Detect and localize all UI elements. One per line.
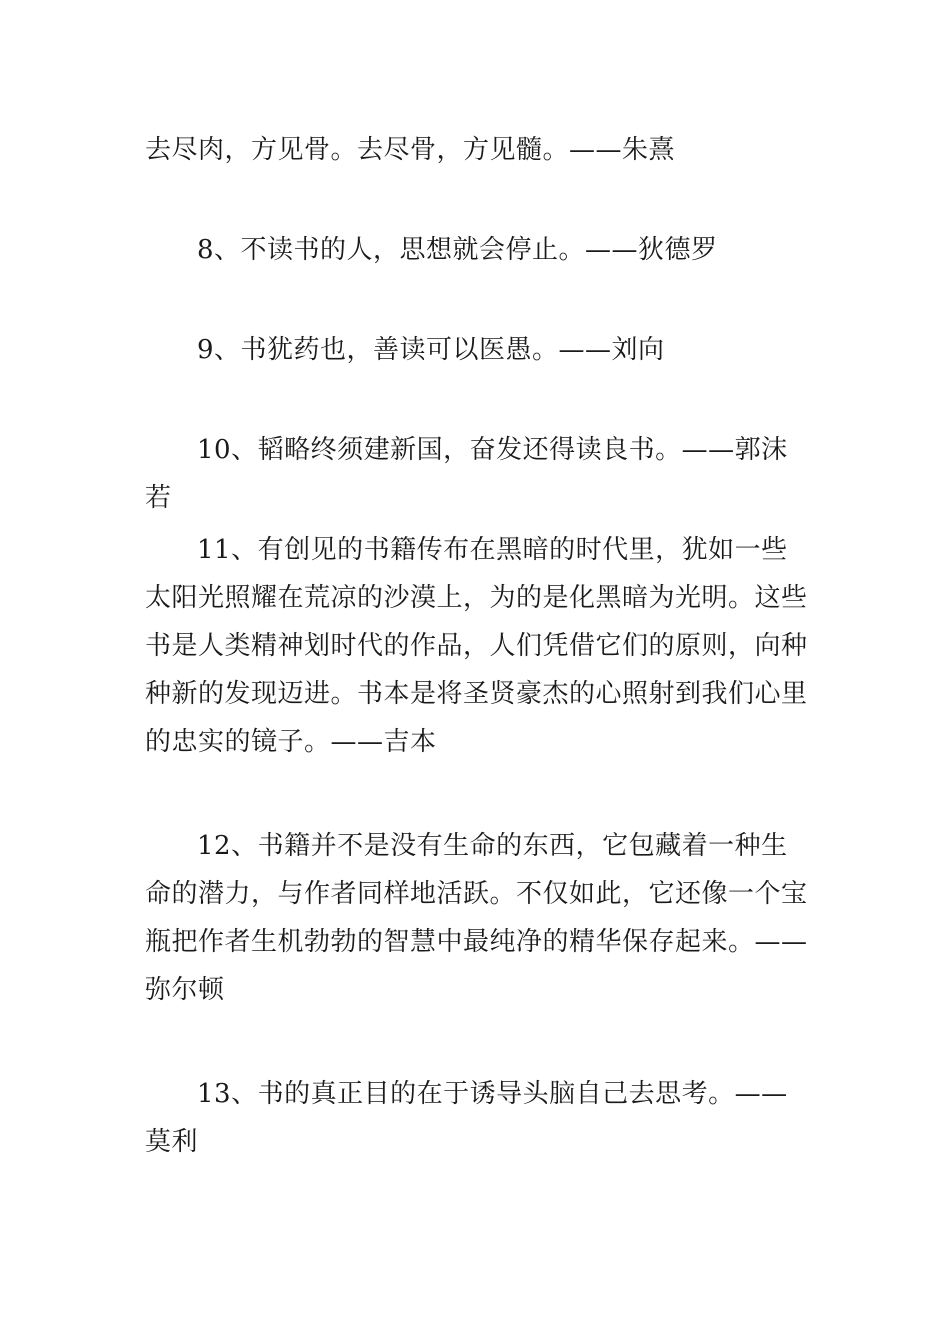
- quote-12: 12、书籍并不是没有生命的东西，它包藏着一种生命的潜力，与作者同样地活跃。不仅如此，它还像一个宝瓶把作者生机勃勃的智慧中最纯净的精华保存起来。——弥尔顿: [145, 831, 808, 1005]
- quote-9: 9、书犹药也，善读可以医愚。——刘向: [197, 335, 665, 365]
- quote-10: 10、韬略终须建新国，奋发还得读良书。——郭沫若: [145, 435, 788, 513]
- continuation-paragraph: 去尽肉，方见骨。去尽骨，方见髓。——朱熹: [145, 135, 676, 165]
- quote-13: 13、书的真正目的在于诱导头脑自己去思考。——莫利: [145, 1079, 788, 1157]
- quote-8: 8、不读书的人，思想就会停止。——狄德罗: [197, 235, 718, 265]
- quote-11: 11、有创见的书籍传布在黑暗的时代里，犹如一些太阳光照耀在荒凉的沙漠上，为的是化黑暗为光明。这些书是人类精神划时代的作品，人们凭借它们的原则，向种种新的发现迈进。书本是将圣贤豪杰的心照射到我们心里的忠实的镜子。——吉本: [145, 535, 808, 757]
